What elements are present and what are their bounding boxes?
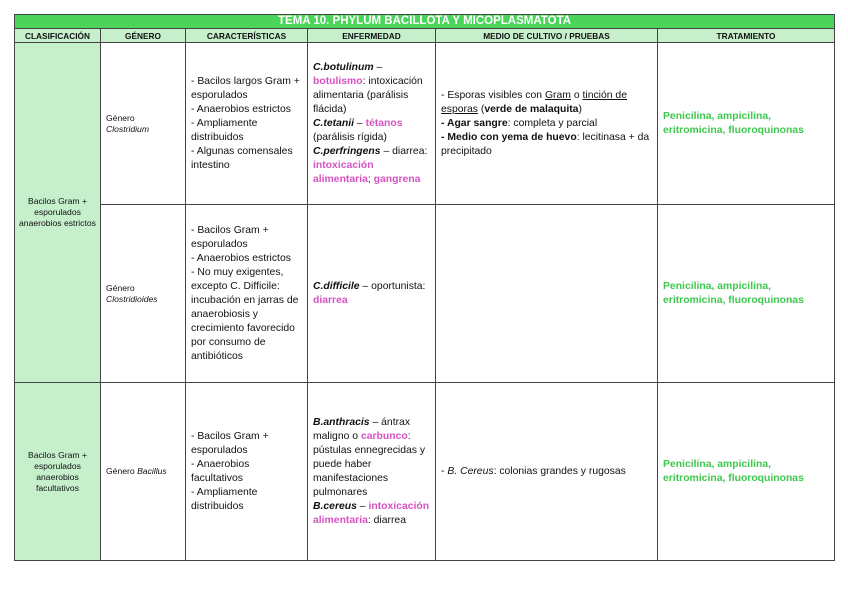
caracteristica-item: - Anaerobios estrictos [191, 252, 291, 264]
enfermedad-cell [308, 43, 436, 205]
enfermedad-cell [308, 205, 436, 383]
medio-line: - B. Cereus: colonias grandes y rugosas [441, 465, 626, 477]
caracteristica-item: - Bacilos Gram + esporulados [191, 224, 269, 250]
genero-cell [101, 43, 186, 205]
header-row [15, 29, 835, 43]
medio-line: - Esporas visibles con Gram o tinción de esporas (verde de malaquita) [441, 89, 627, 115]
medio-line: - Medio con yema de huevo: lecitinasa + da precipitado [441, 131, 650, 157]
table-row [15, 43, 835, 205]
clasificacion-cell: Bacilos Gram + esporulados anaerobios facultativos [15, 383, 101, 561]
genero-prefix: Género [106, 466, 138, 476]
tratamiento-cell: Penicilina, ampicilina, eritromicina, fluoroquinonas [658, 205, 835, 383]
caracteristica-item: - Bacilos Gram + esporulados [191, 430, 269, 456]
caracteristica-item: - Algunas comensales intestino [191, 145, 293, 171]
disease-perfringens: C.perfringens – diarrea: intoxicación alimentaria; gangrena [313, 145, 428, 185]
table-title: TEMA 10. PHYLUM BACILLOTA Y MICOPLASMATOTA [15, 15, 835, 29]
caracteristica-item: - Bacilos largos Gram + esporulados [191, 75, 300, 101]
header-tratamiento: TRATAMIENTO [658, 29, 835, 43]
caracteristicas-cell [186, 43, 308, 205]
tratamiento-cell: Penicilina, ampicilina, eritromicina, fluoroquinonas [658, 43, 835, 205]
caracteristica-item: - Anaerobios facultativos [191, 458, 250, 484]
genero-cell [101, 383, 186, 561]
genero-name: Clostridioides [106, 293, 158, 304]
genero-cell [101, 205, 186, 383]
caracteristicas-cell [186, 383, 308, 561]
table-row [15, 205, 835, 383]
genero-prefix: Género [106, 112, 135, 123]
clasificacion-cell: Bacilos Gram + esporulados anaerobios estrictos [15, 43, 101, 383]
caracteristicas-cell [186, 205, 308, 383]
genero-name: Clostridium [106, 123, 149, 134]
genero-prefix: Género [106, 282, 135, 293]
disease-botulinum: C.botulinum – botulismo: intoxicación alimentaria (parálisis flácida) [313, 61, 423, 115]
genero-name: Bacillus [137, 466, 167, 476]
medio-line: - Agar sangre: completa y parcial [441, 117, 598, 129]
header-caracteristicas: CARACTERÍSTICAS [186, 29, 308, 43]
disease-anthracis: B.anthracis – ántrax maligno o carbunco: pústulas ennegrecidas y puede haber manifestaciones pulmonares [313, 416, 426, 498]
tratamiento-cell: Penicilina, ampicilina, eritromicina, fluoroquinonas [658, 383, 835, 561]
enfermedad-cell [308, 383, 436, 561]
disease-cereus: B.cereus – intoxicación alimentaria: diarrea [313, 500, 430, 526]
caracteristica-item: - Ampliamente distribuidos [191, 117, 258, 143]
table-row [15, 383, 835, 561]
header-clasificacion: CLASIFICACIÓN [15, 29, 101, 43]
caracteristica-item: - Anaerobios estrictos [191, 103, 291, 115]
header-medio: MEDIO DE CULTIVO / PRUEBAS [436, 29, 658, 43]
header-enfermedad: ENFERMEDAD [308, 29, 436, 43]
classification-table [14, 14, 835, 561]
caracteristica-item: - Ampliamente distribuidos [191, 486, 258, 512]
disease-tetanii: C.tetanii – tétanos (parálisis rígida) [313, 117, 403, 143]
disease-difficile: C.difficile – oportunista: diarrea [313, 280, 426, 306]
medio-cell-empty [436, 205, 658, 383]
caracteristica-item: - No muy exigentes, excepto C. Difficile: incubación en jarras de anaerobiosis y crecimiento favorecido por consumo de antibióticos [191, 266, 299, 362]
medio-cell [436, 383, 658, 561]
header-genero: GÉNERO [101, 29, 186, 43]
medio-cell [436, 43, 658, 205]
